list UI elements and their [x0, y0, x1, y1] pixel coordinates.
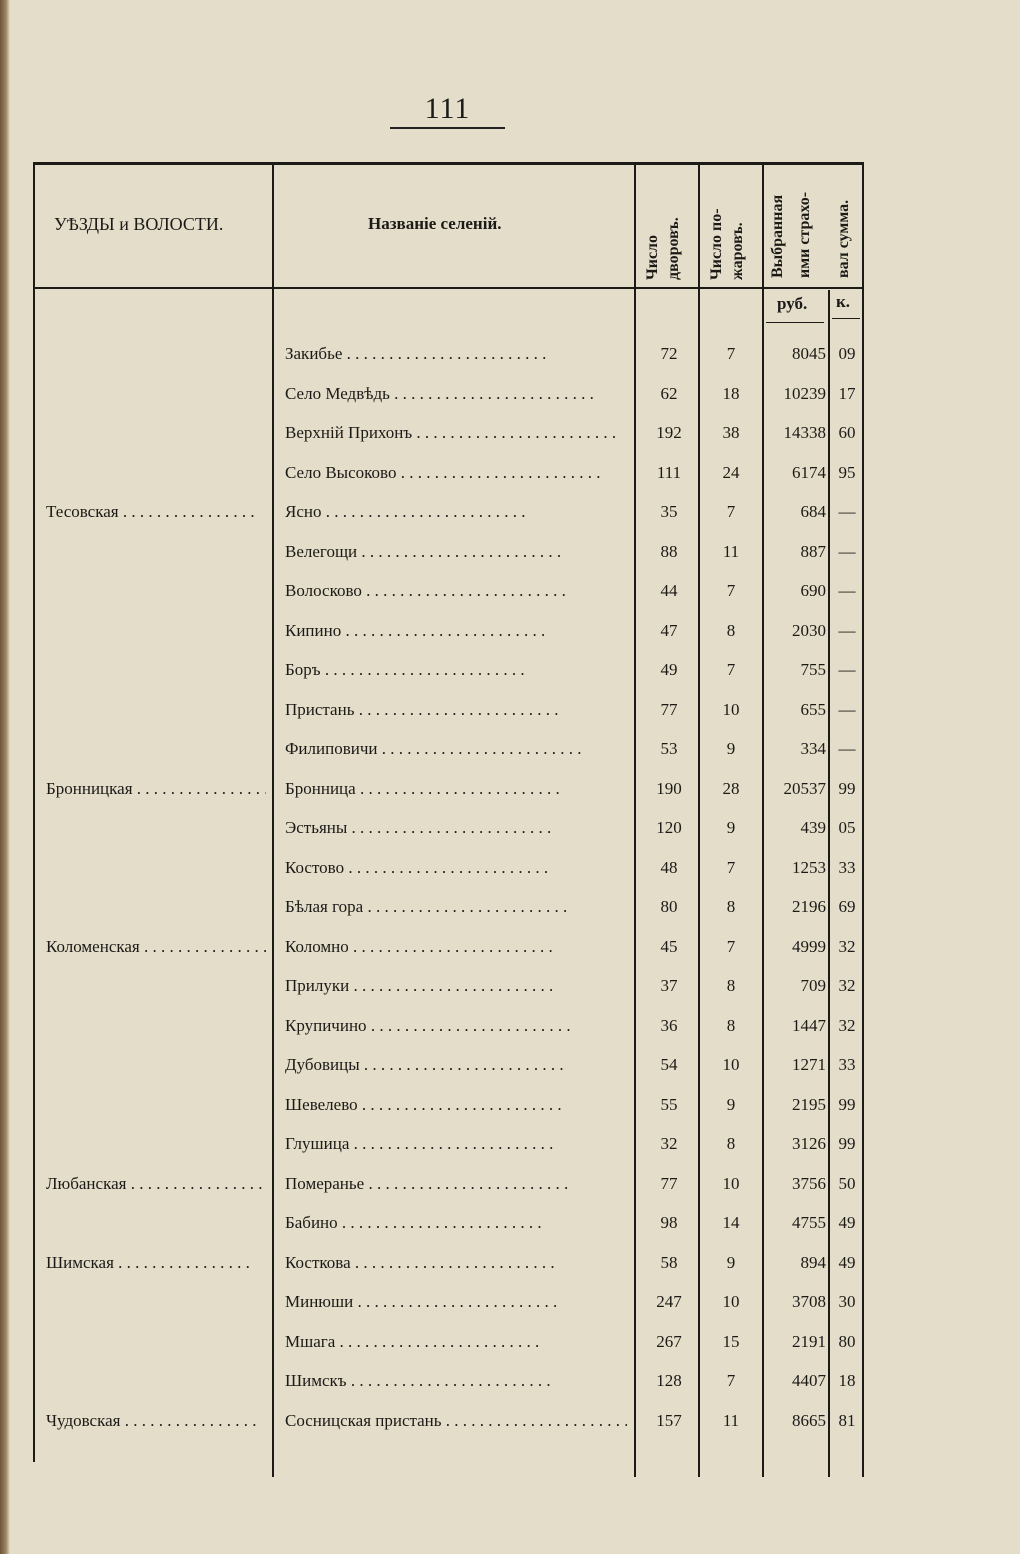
sum-kopecks: —: [838, 541, 856, 561]
sum-rubles: 8665: [792, 1410, 826, 1430]
table-row: [0, 968, 1020, 1006]
village-name: Минюши . . .: [285, 1292, 627, 1312]
header-households-line2: дворовъ.: [665, 217, 682, 280]
sum-kopecks: —: [838, 739, 856, 758]
table-row: [0, 1008, 1020, 1046]
table-row: [0, 1126, 1020, 1164]
unit-kop: к.: [836, 292, 851, 311]
village-name: Закибье . . .: [285, 344, 627, 364]
sum-rubles: 709: [800, 976, 826, 995]
households-count: 45: [660, 936, 678, 956]
table-row: [0, 534, 1020, 572]
village-name: Сосницская пристань . . .: [285, 1411, 627, 1431]
page-number: 111: [424, 92, 471, 125]
households-count: 49: [660, 660, 678, 679]
fires-count: 7: [726, 344, 736, 363]
fires-count: 9: [726, 1094, 736, 1114]
village-name: Крупичино . . .: [285, 1016, 627, 1036]
sum-kopecks: 50: [838, 1173, 856, 1193]
sum-kopecks: 99: [838, 1134, 856, 1153]
households-count: 77: [660, 699, 678, 719]
fires-count: 8: [726, 1015, 736, 1035]
fires-count: 10: [722, 699, 740, 719]
sum-kopecks: 09: [838, 344, 856, 363]
table-row: [0, 1245, 1020, 1283]
sum-rubles: 3756: [792, 1173, 826, 1193]
sum-rubles: 1271: [792, 1055, 826, 1074]
sum-kopecks: 33: [838, 857, 856, 877]
fires-count: 7: [726, 660, 736, 679]
table-row: [0, 415, 1020, 453]
households-count: 44: [660, 581, 678, 600]
fires-count: 18: [722, 383, 740, 403]
village-name: Кипино . . .: [285, 621, 627, 641]
table-row: [0, 1403, 1020, 1441]
households-count: 35: [660, 502, 678, 521]
sum-kopecks: 30: [838, 1292, 856, 1311]
households-count: 32: [660, 1134, 678, 1153]
sum-kopecks: 17: [838, 383, 856, 403]
volost-name: Чудовская . . .: [46, 1411, 266, 1431]
table-row: [0, 731, 1020, 769]
fires-count: 24: [722, 462, 740, 482]
header-fires-line1: Число по-: [708, 208, 725, 280]
village-name: Глушица . . .: [285, 1134, 627, 1154]
village-name: Бронница . . .: [285, 779, 627, 799]
households-count: 111: [656, 462, 682, 482]
village-name: Верхній Прихонъ . . .: [285, 423, 627, 443]
households-count: 53: [660, 739, 678, 758]
village-name: Село Медвѣдь . . .: [285, 384, 627, 404]
sum-kopecks: 99: [838, 778, 856, 798]
table-row: [0, 929, 1020, 967]
households-count: 267: [656, 1331, 682, 1351]
table-row: [0, 1363, 1020, 1401]
sum-kopecks: —: [838, 502, 856, 521]
households-count: 128: [656, 1371, 682, 1390]
sum-rubles: 1447: [792, 1015, 826, 1035]
sum-rubles: 4999: [792, 936, 826, 956]
sum-kopecks: 32: [838, 976, 856, 995]
sum-kopecks: 32: [838, 936, 856, 956]
volost-name: Любанская . . .: [46, 1174, 266, 1194]
sum-rubles: 887: [800, 541, 826, 561]
kop-unit-underline: [832, 318, 860, 319]
fires-count: 8: [726, 976, 736, 995]
households-count: 48: [660, 857, 678, 877]
households-count: 157: [656, 1410, 682, 1430]
sum-rubles: 2196: [792, 897, 826, 916]
header-sum-line1: Выбранная: [769, 194, 786, 278]
table-row: [0, 810, 1020, 848]
village-name: Ясно . . .: [285, 502, 627, 522]
header-volost: УѢЗДЫ и ВОЛОСТИ.: [54, 214, 224, 234]
sum-kopecks: 05: [838, 818, 856, 837]
households-count: 77: [660, 1173, 678, 1193]
sum-rubles: 2191: [792, 1331, 826, 1351]
village-name: Шимскъ . . .: [285, 1371, 627, 1391]
fires-count: 11: [722, 541, 740, 561]
village-name: Эстьяны . . .: [285, 818, 627, 838]
header-sum-line3: вал сумма.: [835, 199, 852, 278]
sum-kopecks: 80: [838, 1331, 856, 1351]
households-count: 54: [660, 1055, 678, 1074]
fires-count: 10: [722, 1173, 740, 1193]
table-row: [0, 850, 1020, 888]
sum-rubles: 655: [800, 699, 826, 719]
village-name: Костово . . .: [285, 858, 627, 878]
households-count: 47: [660, 620, 678, 640]
households-count: 37: [660, 976, 678, 995]
fires-count: 9: [726, 739, 736, 758]
sum-kopecks: 99: [838, 1094, 856, 1114]
table-row: [0, 889, 1020, 927]
households-count: 247: [656, 1292, 682, 1311]
header-village: Названіе селеній.: [368, 214, 502, 233]
sum-rubles: 1253: [792, 857, 826, 877]
sum-rubles: 684: [800, 502, 826, 521]
households-count: 80: [660, 897, 678, 916]
table-row: [0, 573, 1020, 611]
village-name: Мшага . . .: [285, 1332, 627, 1352]
sum-rubles: 755: [800, 660, 826, 679]
households-count: 72: [660, 344, 678, 363]
sum-rubles: 894: [800, 1252, 826, 1272]
sum-kopecks: 49: [838, 1252, 856, 1272]
village-name: Боръ . . .: [285, 660, 627, 680]
village-name: Прилуки . . .: [285, 976, 627, 996]
header-fires-line2: жаровъ.: [729, 222, 746, 280]
sum-kopecks: 32: [838, 1015, 856, 1035]
fires-count: 7: [726, 936, 736, 956]
sum-kopecks: 60: [838, 423, 856, 442]
sum-rubles: 3126: [792, 1134, 826, 1153]
sum-rubles: 2195: [792, 1094, 826, 1114]
village-name: Косткова . . .: [285, 1253, 627, 1273]
table-row: [0, 613, 1020, 651]
fires-count: 8: [726, 620, 736, 640]
fires-count: 28: [722, 778, 740, 798]
fires-count: 9: [726, 818, 736, 837]
sum-rubles: 8045: [792, 344, 826, 363]
header-sum-line2: ими страхо-: [796, 191, 813, 278]
sum-kopecks: 69: [838, 897, 856, 916]
households-count: 62: [660, 383, 678, 403]
village-name: Бабино . . .: [285, 1213, 627, 1233]
village-name: Коломно . . .: [285, 937, 627, 957]
fires-count: 14: [722, 1213, 740, 1232]
table-row: [0, 1087, 1020, 1125]
sum-kopecks: —: [838, 620, 856, 640]
fires-count: 11: [722, 1410, 740, 1430]
volost-name: Шимская . . .: [46, 1253, 266, 1273]
sum-kopecks: 49: [838, 1213, 856, 1232]
sum-kopecks: —: [838, 699, 856, 719]
header-bottom-border: [33, 287, 863, 289]
volost-name: Тесовская . . .: [46, 502, 266, 522]
sum-rubles: 3708: [792, 1292, 826, 1311]
sum-rubles: 4755: [792, 1213, 826, 1232]
households-count: 55: [660, 1094, 678, 1114]
table-row: [0, 1047, 1020, 1085]
volost-name: Коломенская . . .: [46, 937, 266, 957]
sum-rubles: 6174: [792, 462, 826, 482]
village-name: Дубовицы . . .: [285, 1055, 627, 1075]
table-row: [0, 1324, 1020, 1362]
village-name: Бѣлая гора . . .: [285, 897, 627, 917]
fires-count: 8: [726, 1134, 736, 1153]
sum-kopecks: 95: [838, 462, 856, 482]
table-row: [0, 376, 1020, 414]
header-households-line1: Число: [644, 234, 661, 280]
households-count: 120: [656, 818, 682, 837]
table-row: [0, 1205, 1020, 1243]
households-count: 98: [660, 1213, 678, 1232]
village-name: Волосково . . .: [285, 581, 627, 601]
sum-kopecks: 81: [838, 1410, 856, 1430]
sum-kopecks: 33: [838, 1055, 856, 1074]
fires-count: 7: [726, 1371, 736, 1390]
sum-rubles: 334: [800, 739, 826, 758]
sum-rubles: 20537: [783, 778, 826, 798]
page-number-underline: [390, 127, 505, 129]
sum-rubles: 690: [800, 581, 826, 600]
households-count: 36: [660, 1015, 678, 1035]
fires-count: 7: [726, 581, 736, 600]
unit-rub: руб.: [777, 294, 808, 313]
village-name: Пристань . . .: [285, 700, 627, 720]
fires-count: 38: [722, 423, 740, 442]
table-row: [0, 652, 1020, 690]
table-row: [0, 771, 1020, 809]
fires-count: 8: [726, 897, 736, 916]
sum-kopecks: —: [838, 660, 856, 679]
fires-count: 10: [722, 1055, 740, 1074]
sum-rubles: 14338: [783, 423, 826, 442]
households-count: 58: [660, 1252, 678, 1272]
sum-rubles: 4407: [792, 1371, 826, 1390]
village-name: Велегощи . . .: [285, 542, 627, 562]
fires-count: 10: [722, 1292, 740, 1311]
village-name: Померанье . . .: [285, 1174, 627, 1194]
village-name: Село Высоково . . .: [285, 463, 627, 483]
households-count: 192: [656, 423, 682, 442]
table-row: [0, 1284, 1020, 1322]
village-name: Шевелево . . .: [285, 1095, 627, 1115]
sum-rubles: 10239: [783, 383, 826, 403]
table-row: [0, 455, 1020, 493]
sum-kopecks: 18: [838, 1371, 856, 1390]
table-top-border: [33, 162, 863, 165]
sum-rubles: 2030: [792, 620, 826, 640]
fires-count: 15: [722, 1331, 740, 1351]
households-count: 88: [660, 541, 678, 561]
table-row: [0, 336, 1020, 374]
table-row: [0, 494, 1020, 532]
sum-rubles: 439: [800, 818, 826, 837]
rub-unit-underline: [766, 322, 824, 323]
fires-count: 7: [726, 857, 736, 877]
sum-kopecks: —: [838, 581, 856, 600]
table-row: [0, 1166, 1020, 1204]
fires-count: 9: [726, 1252, 736, 1272]
table-row: [0, 692, 1020, 730]
fires-count: 7: [726, 502, 736, 521]
households-count: 190: [656, 778, 682, 798]
village-name: Филиповичи . . .: [285, 739, 627, 759]
volost-name: Бронницкая . . .: [46, 779, 266, 799]
